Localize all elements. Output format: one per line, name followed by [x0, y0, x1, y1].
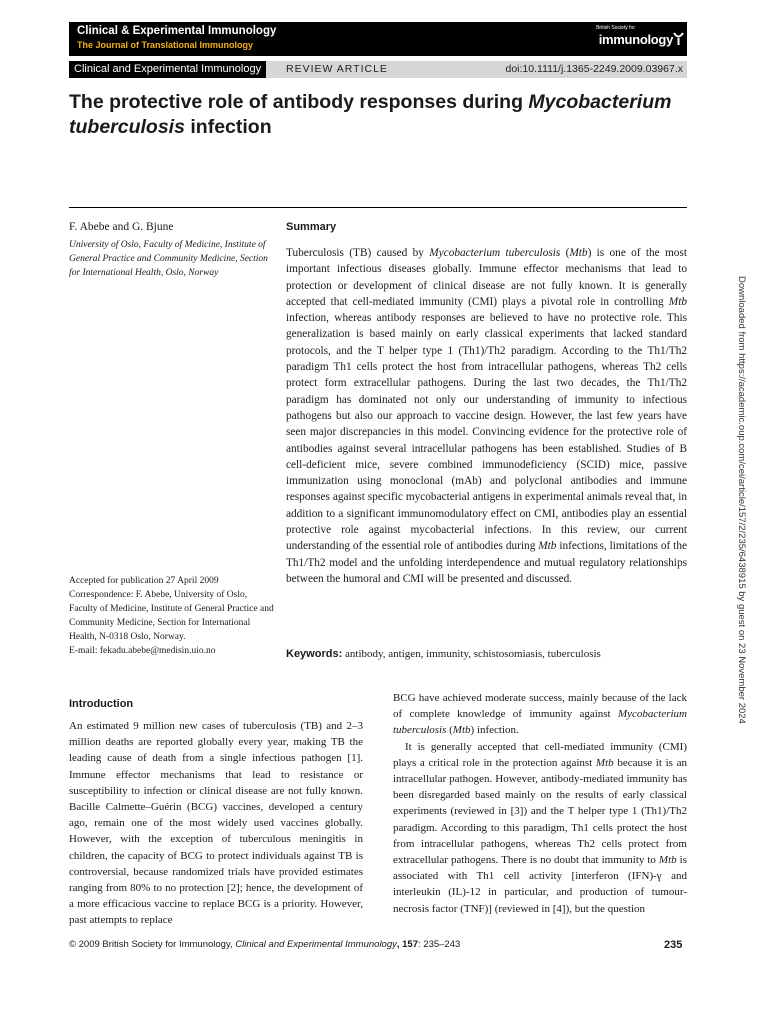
- journal-name: Clinical & Experimental Immunology: [77, 25, 277, 37]
- authors: F. Abebe and G. Bjune: [69, 221, 174, 233]
- summary-segment: infection, whereas antibody responses are believed to have no protective role. This generalization is based mainly on early classical experiments that lacked standard protocols, and the T helper type 1 (Th1)/Th2 paradigm. According to the Th1/Th2 paradigm Th1 cells protect the host from intracellular pathogens, whereas Th2 cells protect form extracellular pathogens. During the last two decades, the Th1/Th2 paradigm has dominated not only our understanding of immunity to infectious pathogens but also our approach to vaccine design. However, the last few years have seen major discrepancies in this model. Convincing evidence for the protective role of antibodies against several intracellular pathogens has been established. Studies of B cell-deficient mice, severe combined immunodeficiency (SCID) mice, passive immunization using monoclonal (mAb) and polyclonal antibodies and immune responses against specific mycobacterial antigens in experimental animals reveal that, in addition to a significant immunomodulatory effect on CMI, antibodies play an essential protective role against mycobacterial infections. In this review, our current understanding of the essential role of antibodies during: [286, 312, 687, 553]
- email[interactable]: E-mail: fekadu.abebe@medisin.uio.no: [69, 646, 216, 656]
- intro-paragraph: An estimated 9 million new cases of tuberculosis (TB) and 2–3 million deaths are reported globally every year, making TB the leading cause of death from a single infectious pathogen [1]. Immune effector mechanisms that lead to resistance or susceptibility to infection or clinical disease are not fully known. Bacille Calmette–Guérin (BCG) vaccines, developed a century ago, remain one of the most widely used vaccines globally. However, with the exception of tuberculous meningitis in children, the capacity of BCG to protect individuals against TB is controversial, because randomized trials have provided estimates ranging from 80% to no protection [2]; hence, the development of a more efficacious vaccine to replace BCG is a priority. However, past attempts to replace: [69, 720, 363, 927]
- footer-copyright: © 2009 British Society for Immunology,: [69, 939, 236, 950]
- summary-heading: Summary: [286, 221, 337, 233]
- summary-italic: Mycobacterium tuberculosis: [429, 247, 561, 259]
- italic-segment: Mtb: [658, 854, 677, 867]
- footer-pages: : 235–243: [418, 939, 461, 950]
- society-caption: British Society for: [596, 25, 635, 31]
- article-meta-bar: [69, 61, 687, 78]
- footer-volume: , 157: [396, 939, 419, 950]
- article-title: [69, 90, 687, 140]
- download-watermark: Downloaded from https://academic.oup.com/cei/article/157/2/235/6438915 by guest on 23 November 2024: [736, 276, 747, 724]
- intro-column-2: [393, 690, 687, 917]
- doi-link[interactable]: doi:10.1111/j.1365-2249.2009.03967.x: [505, 63, 683, 75]
- summary-segment: Tuberculosis (TB) caused by: [286, 247, 430, 259]
- summary-text: [286, 245, 687, 587]
- journal-masthead: [69, 22, 687, 56]
- intro-column-1: [69, 718, 363, 929]
- text-segment: because it is an intracellular pathogen. However, antibody-mediated immunity has been disregarded based mainly on the results of early classical experiments (reviewed in [3]) and the T helper type 1 (Th1)/Th2 paradigm. According to this paradigm, Th1 cells protect the host from intracellular pathogens, whereas Th2 cells protect from extracellular pathogens. There is no doubt that immunity to: [393, 756, 687, 867]
- text-segment: ) infection.: [470, 724, 519, 737]
- footer-journal: Clinical and Experimental Immunology: [235, 939, 397, 950]
- title-part-1: The protective role of antibody responses during: [69, 91, 529, 113]
- summary-italic: Mtb: [668, 295, 687, 308]
- summary-segment: infections, limitations of the Th1/Th2 model and the unfolding interdependence and mutual regulatory relationships between the humoral and CMI will be presented and discussed.: [286, 540, 687, 585]
- journal-tab: Clinical and Experimental Immunology: [69, 61, 266, 78]
- text-segment: (: [446, 724, 453, 737]
- keywords-label: Keywords:: [286, 648, 343, 660]
- intro-paragraph: [393, 690, 687, 739]
- summary-italic: Mtb: [538, 540, 557, 553]
- text-segment: is associated with Th1 cell activity [interferon (IFN)-γ and interleukin (IL)-12 in particular, and production of tumour-necrosis factor (TNF)] (reviewed in [4]), but the question: [393, 854, 687, 915]
- header-divider: [69, 207, 687, 208]
- journal-subtitle: The Journal of Translational Immunology: [77, 40, 254, 50]
- correspondence: Correspondence: F. Abebe, University of Oslo, Faculty of Medicine, Institute of General Practice and Community Medicine, Section for International Health, N-0318 Oslo, Norway.: [69, 590, 274, 642]
- summary-segment: ) is one of the most important infectious diseases globally. Immune effector mechanisms that lead to protection or development of clinical disease are not fully known. It is generally accepted that cell-mediated immunity (CMI) plays a pivotal role in controlling: [286, 247, 687, 308]
- society-logo-text: immunology: [598, 32, 673, 47]
- italic-segment: Mycobacterium tuberculosis: [393, 708, 687, 737]
- italic-segment: Mtb: [452, 724, 471, 737]
- page-number: 235: [664, 939, 683, 951]
- keywords: [286, 648, 687, 660]
- title-species: Mycobacterium tuberculosis: [69, 91, 672, 138]
- summary-italic: Mtb: [569, 247, 588, 259]
- keywords-text: antibody, antigen, immunity, schistosomiasis, tuberculosis: [342, 648, 601, 660]
- society-logo-icon: [673, 31, 684, 46]
- introduction-heading: Introduction: [69, 698, 134, 710]
- text-segment: BCG have achieved moderate success, mainly because of the lack of complete knowledge of immunity against: [393, 692, 687, 721]
- title-part-2: infection: [184, 116, 272, 138]
- correspondence-block: [69, 574, 274, 658]
- summary-segment: (: [560, 247, 570, 259]
- text-segment: It is generally accepted that cell-mediated immunity (CMI) plays a critical role in the protection against: [393, 740, 687, 769]
- intro-paragraph: [393, 739, 687, 917]
- affiliation: University of Oslo, Faculty of Medicine, Institute of General Practice and Community Medicine, Section for International Health, Oslo, Norway: [69, 240, 268, 278]
- accepted-date: Accepted for publication 27 April 2009: [69, 576, 219, 586]
- footer-citation: [69, 939, 460, 950]
- italic-segment: Mtb: [595, 756, 614, 769]
- article-type: REVIEW ARTICLE: [286, 63, 388, 75]
